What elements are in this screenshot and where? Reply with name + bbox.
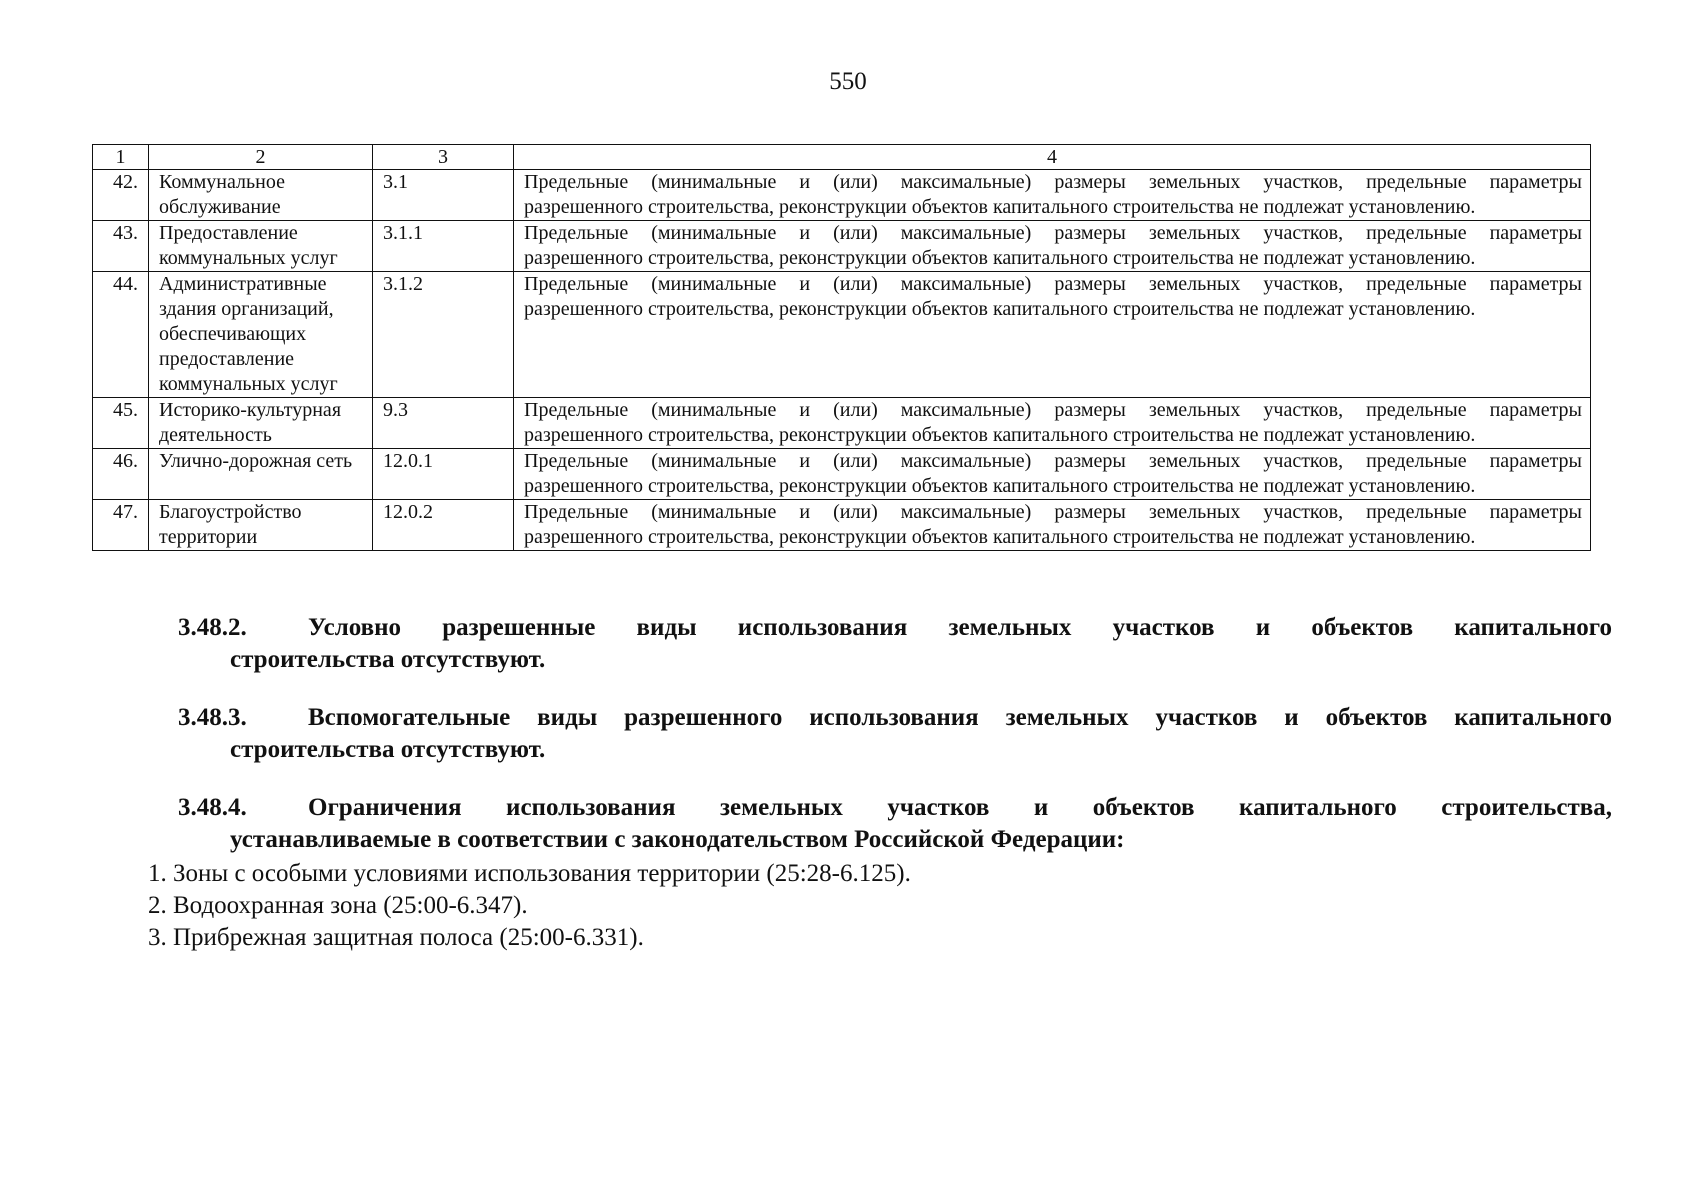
row-number: 43. <box>93 221 149 272</box>
use-type-code: 3.1.2 <box>373 272 514 398</box>
description-line: разрешенного строительства, реконструкции объектов капитального строительства не подлежат установлению. <box>524 424 1476 446</box>
column-header: 4 <box>514 145 1591 170</box>
section-number: 3.48.3. <box>178 704 247 731</box>
section-title-line: строительства отсутствуют. <box>230 736 546 763</box>
section-title-line: строительства отсутствуют. <box>230 646 546 673</box>
description-line: Предельные (минимальные и (или) максимальные) размеры земельных участков, предельные параметры <box>524 501 1582 523</box>
use-type-name: Улично-дорожная сеть <box>149 449 373 500</box>
description-line: Предельные (минимальные и (или) максимальные) размеры земельных участков, предельные параметры <box>524 450 1582 472</box>
row-number: 42. <box>93 170 149 221</box>
row-number: 45. <box>93 398 149 449</box>
use-type-code: 3.1 <box>373 170 514 221</box>
table-row <box>93 500 1591 551</box>
use-type-code: 3.1.1 <box>373 221 514 272</box>
table-row <box>93 398 1591 449</box>
section-title-line: Условно разрешенные виды использования земельных участков и объектов капитального <box>308 614 1612 641</box>
parameters-description <box>514 170 1591 221</box>
table-row <box>93 221 1591 272</box>
description-line: разрешенного строительства, реконструкции объектов капитального строительства не подлежат установлению. <box>524 475 1476 497</box>
description-line: Предельные (минимальные и (или) максимальные) размеры земельных участков, предельные параметры <box>524 171 1582 193</box>
section-number: 3.48.4. <box>178 794 247 821</box>
column-header: 1 <box>93 145 149 170</box>
use-type-name: Предоставление коммунальных услуг <box>149 221 373 272</box>
section-title-line: устанавливаемые в соответствии с законодательством Российской Федерации: <box>230 826 1125 853</box>
row-number: 47. <box>93 500 149 551</box>
use-type-name: Благоустройство территории <box>149 500 373 551</box>
section-number: 3.48.2. <box>178 614 247 641</box>
description-line: разрешенного строительства, реконструкции объектов капитального строительства не подлежат установлению. <box>524 526 1476 548</box>
description-line: Предельные (минимальные и (или) максимальные) размеры земельных участков, предельные параметры <box>524 222 1582 244</box>
use-type-name: Коммунальное обслуживание <box>149 170 373 221</box>
use-type-name: Административные здания организаций, обеспечивающих предоставление коммунальных услуг <box>149 272 373 398</box>
section-title-line: Вспомогательные виды разрешенного использования земельных участков и объектов капитального <box>308 704 1612 731</box>
page-number: 550 <box>829 68 867 95</box>
use-type-code: 9.3 <box>373 398 514 449</box>
section-title-line: Ограничения использования земельных участков и объектов капитального строительства, <box>308 794 1612 821</box>
list-item: 2. Водоохранная зона (25:00-6.347). <box>148 892 528 919</box>
land-use-table <box>92 144 1591 551</box>
list-item: 1. Зоны с особыми условиями использования территории (25:28-6.125). <box>148 860 911 887</box>
parameters-description <box>514 398 1591 449</box>
table-row <box>93 170 1591 221</box>
restrictions-list <box>148 858 911 954</box>
section-heading <box>178 792 1612 856</box>
parameters-description <box>514 500 1591 551</box>
row-number: 46. <box>93 449 149 500</box>
description-line: Предельные (минимальные и (или) максимальные) размеры земельных участков, предельные параметры <box>524 273 1582 295</box>
use-type-code: 12.0.1 <box>373 449 514 500</box>
parameters-description <box>514 449 1591 500</box>
table-row <box>93 449 1591 500</box>
column-header: 3 <box>373 145 514 170</box>
use-type-name: Историко-культурная деятельность <box>149 398 373 449</box>
description-line: разрешенного строительства, реконструкции объектов капитального строительства не подлежат установлению. <box>524 247 1476 269</box>
row-number: 44. <box>93 272 149 398</box>
parameters-description <box>514 221 1591 272</box>
table-header-row <box>93 145 1591 170</box>
table-row <box>93 272 1591 398</box>
use-type-code: 12.0.2 <box>373 500 514 551</box>
description-line: разрешенного строительства, реконструкции объектов капитального строительства не подлежат установлению. <box>524 298 1476 320</box>
section-heading <box>178 612 1612 676</box>
parameters-description <box>514 272 1591 398</box>
column-header: 2 <box>149 145 373 170</box>
section-heading <box>178 702 1612 766</box>
list-item: 3. Прибрежная защитная полоса (25:00-6.331). <box>148 924 644 951</box>
description-line: разрешенного строительства, реконструкции объектов капитального строительства не подлежат установлению. <box>524 196 1476 218</box>
description-line: Предельные (минимальные и (или) максимальные) размеры земельных участков, предельные параметры <box>524 399 1582 421</box>
